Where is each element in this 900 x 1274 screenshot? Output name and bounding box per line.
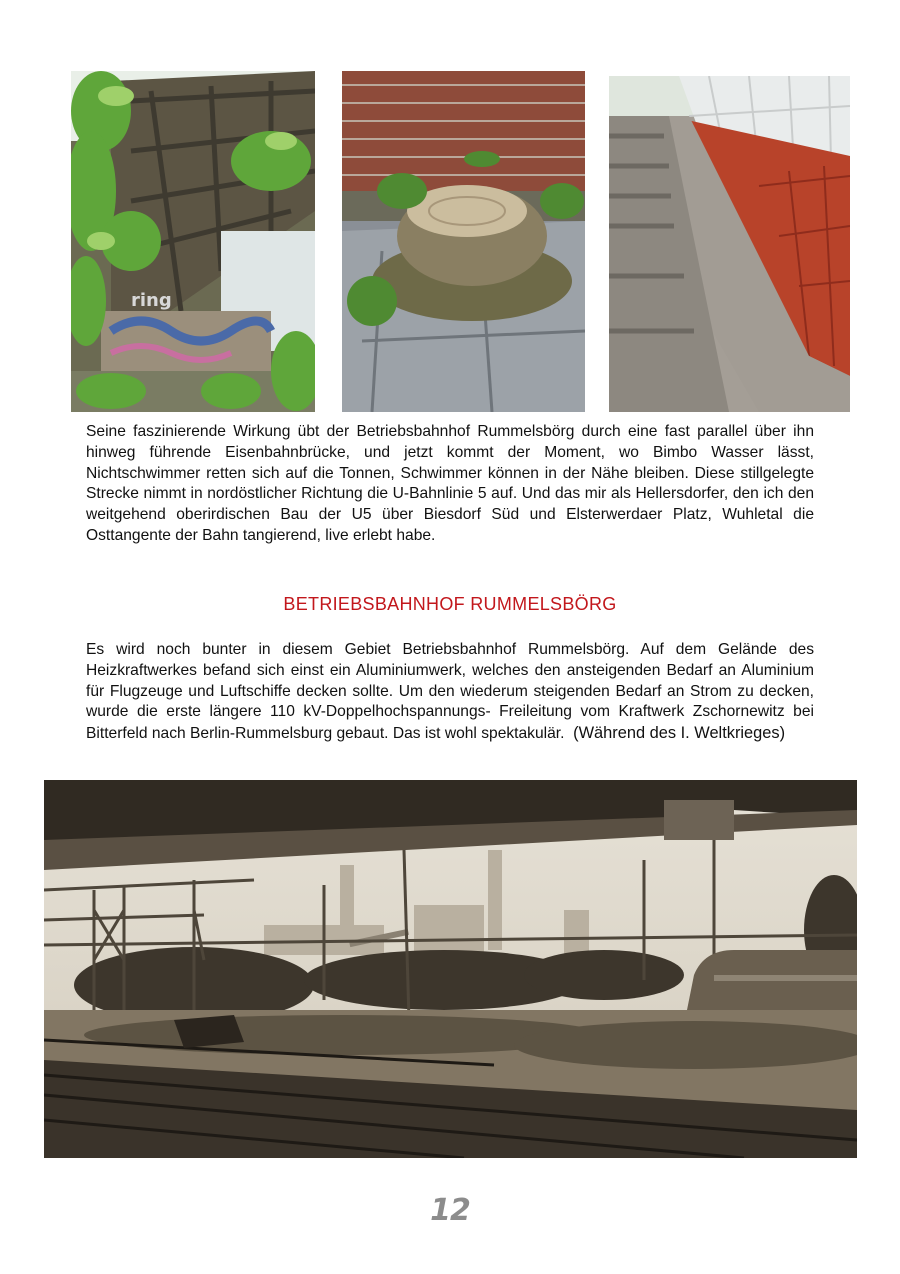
body-paragraph bbox=[86, 640, 814, 745]
intro-paragraph: Seine faszinierende Wirkung übt der Betriebsbahnhof Rummelsbörg durch eine fast parallel über ihn hinweg führende Eisenbahnbrücke, und jetzt kommt der Moment, wo Bimbo Wasser lässt, Nichtschwimmer retten sich auf die Tonnen, Schwimmer können in der Nähe bleiben. Diese stillgelegte Strecke nimmt in nordöstlicher Richtung die U-Bahnlinie 5 auf. Und das mir als Hellersdorfer, den ich den weitgehend oberirdischen Bau der U5 über Biesdorf Süd und Elsterwerdaer Platz, Wuhletal die Osttangente der Bahn tangierend, live erlebt habe. bbox=[86, 423, 814, 544]
svg-text:ring: ring bbox=[131, 290, 172, 311]
section-heading: BETRIEBSBAHNHOF RUMMELSBÖRG bbox=[283, 594, 617, 614]
page-number: 12 bbox=[430, 1193, 470, 1228]
body-paragraph-note: (Während des I. Weltkrieges) bbox=[573, 724, 786, 743]
photo-railyard-panorama bbox=[44, 780, 857, 1158]
photo-bridge-underside bbox=[71, 71, 315, 412]
photo-tiled-stairs bbox=[609, 76, 850, 412]
body-paragraph-text: Es wird noch bunter in diesem Gebiet Betriebsbahnhof Rummelsbörg. Auf dem Gelände des Heizkraftwerkes befand sich einst ein Aluminiumwerk, welches den ansteigenden Bedarf an Aluminium für Flugzeuge und Luftschiffe decken sollte. Um den wiederum steigenden Bedarf an Strom zu decken, wurde die erste längere 110 kV-Doppelhochspannungs- Freileitung vom Kraftwerk Zschornewitz bei Bitterfeld nach Berlin-Rummelsburg gebaut. Das ist wohl spektakulär. bbox=[86, 641, 814, 743]
photo-tree-stump bbox=[342, 71, 585, 412]
